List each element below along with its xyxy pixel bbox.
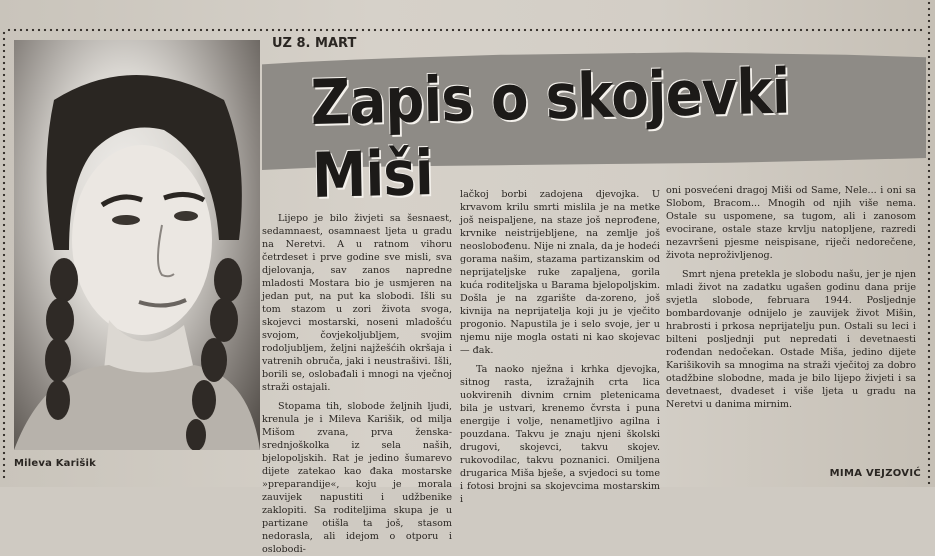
paragraph: Lijepo je bilo živjeti sa šesnaest, sedamnaest, osamnaest ljeta u gradu na Neretvi. A u ratnom vihoru četrdeset i prve godine sve misli, sva djelovanja, sav zanos napredne mladosti Mostara bio je usmjeren na jedan put, na put ka slobodi. Išli su tom stazom u zori života svoga, skojevci mostarski, noseni mladošću svojom, čovjekoljubljem, svojim rodoljubljem, željni najžešćih okršaja i vatrenih obruča, jaki i neustrašivi. Išli, borili se, oslobađali i mnogi na vječnoj straži ostajali.	[262, 213, 452, 393]
paragraph: Ta naoko nježna i krhka djevojka, sitnog rasta, izražajnih crta lica uokvirenih divnim crnim pletenicama bila je ustvari, krenemo čvrsta i puna energije i volje, nenametljivo agilna i pouzdana. Takvu je znaju njeni školski drugovi, skojevci, takvu skojev. rukovodilac, takvu poznanici. Omiljena drugarica Miša bješe, a svjedoci su tome i fotosi brojni sa skojevcima mostarskim i	[460, 364, 660, 505]
author-byline: MIMA VEJZOVIĆ	[829, 468, 921, 479]
headline: Zapis o skojevki Miši	[310, 54, 791, 212]
photo-caption: Mileva Karišik	[14, 458, 97, 469]
portrait-photo	[14, 40, 260, 450]
paragraph: Stopama tih, slobode željnih ljudi, krenula je i Mileva Karišik, od milja Mišom zvana, prva ženska-srednjoškolka iz sela naših, bjelopoljskih. Rat je jedino šumarevo dijete zatekao kao đaka mostarske »preparandije«, koju je morala zauvijek napustiti i udžbenike zaklopiti. Sa roditeljima skupa je u partizane otišla ta još, stasom nedorasla, ali idejom o otporu i oslobodi-	[262, 401, 452, 555]
article-column-3	[666, 184, 916, 411]
kicker: UZ 8. MART	[272, 36, 357, 51]
dotted-border-top	[6, 28, 925, 32]
paragraph: Smrt njena pretekla je slobodu našu, jer je njen mladi život na zadatku ugašen godinu dana prije svjetla slobode, februara 1944. Posljednje bombardovanje odnijelo je zauvijek život Mišin, hrabrosti i prkosa neprijatelju pun. Ostali su leci i bilteni posljednji put nepredati i devetnaesti rođendan nedočekan. Ostade Miša, jedino dijete Karišikovih sa mnogima na straži vječitoj za dobro otadžbine slobodne, mada je bilo lijepo živjeti i sa devetnaest, dvadeset i više ljeta u gradu na Neretvi u danima mirnim.	[666, 269, 916, 410]
portrait-illustration	[14, 40, 260, 450]
article-column-1	[262, 212, 452, 556]
article-column-2	[460, 188, 660, 506]
paragraph: lačkoj borbi zadojena djevojka. U krvavom krilu smrti mislila je na metke još neispaljene, na staze još neprođene, krvnike neistrijebljene, na zemlje još neoslobođenu. Nije ni znala, da je hodeći gorama našim, stazama partizanskim od neprijateljske ruke zapaljena, gorila kuća roditeljska u Barama bjelopoljskim. Došla je na zgarište da-zoreno, još kivnija na neprijatelja koji ju je vječito progonio. Napustila je i selo svoje, jer u njemu nije mogla ostati ni kao skojevac — đak.	[460, 189, 660, 356]
paragraph: oni posvećeni dragoj Miši od Same, Nele... i oni sa Slobom, Bracom... Mnogih od njih više nema. Ostale su uspomene, sa tugom, ali i zanosom evocirane, ostale staze krvlju natopljene, razredi nezavršeni pjesme neispisane, riječi nedorečene, života neproživljenog.	[666, 185, 916, 261]
dotted-border-left	[2, 30, 6, 481]
dotted-border-right	[927, 0, 931, 487]
